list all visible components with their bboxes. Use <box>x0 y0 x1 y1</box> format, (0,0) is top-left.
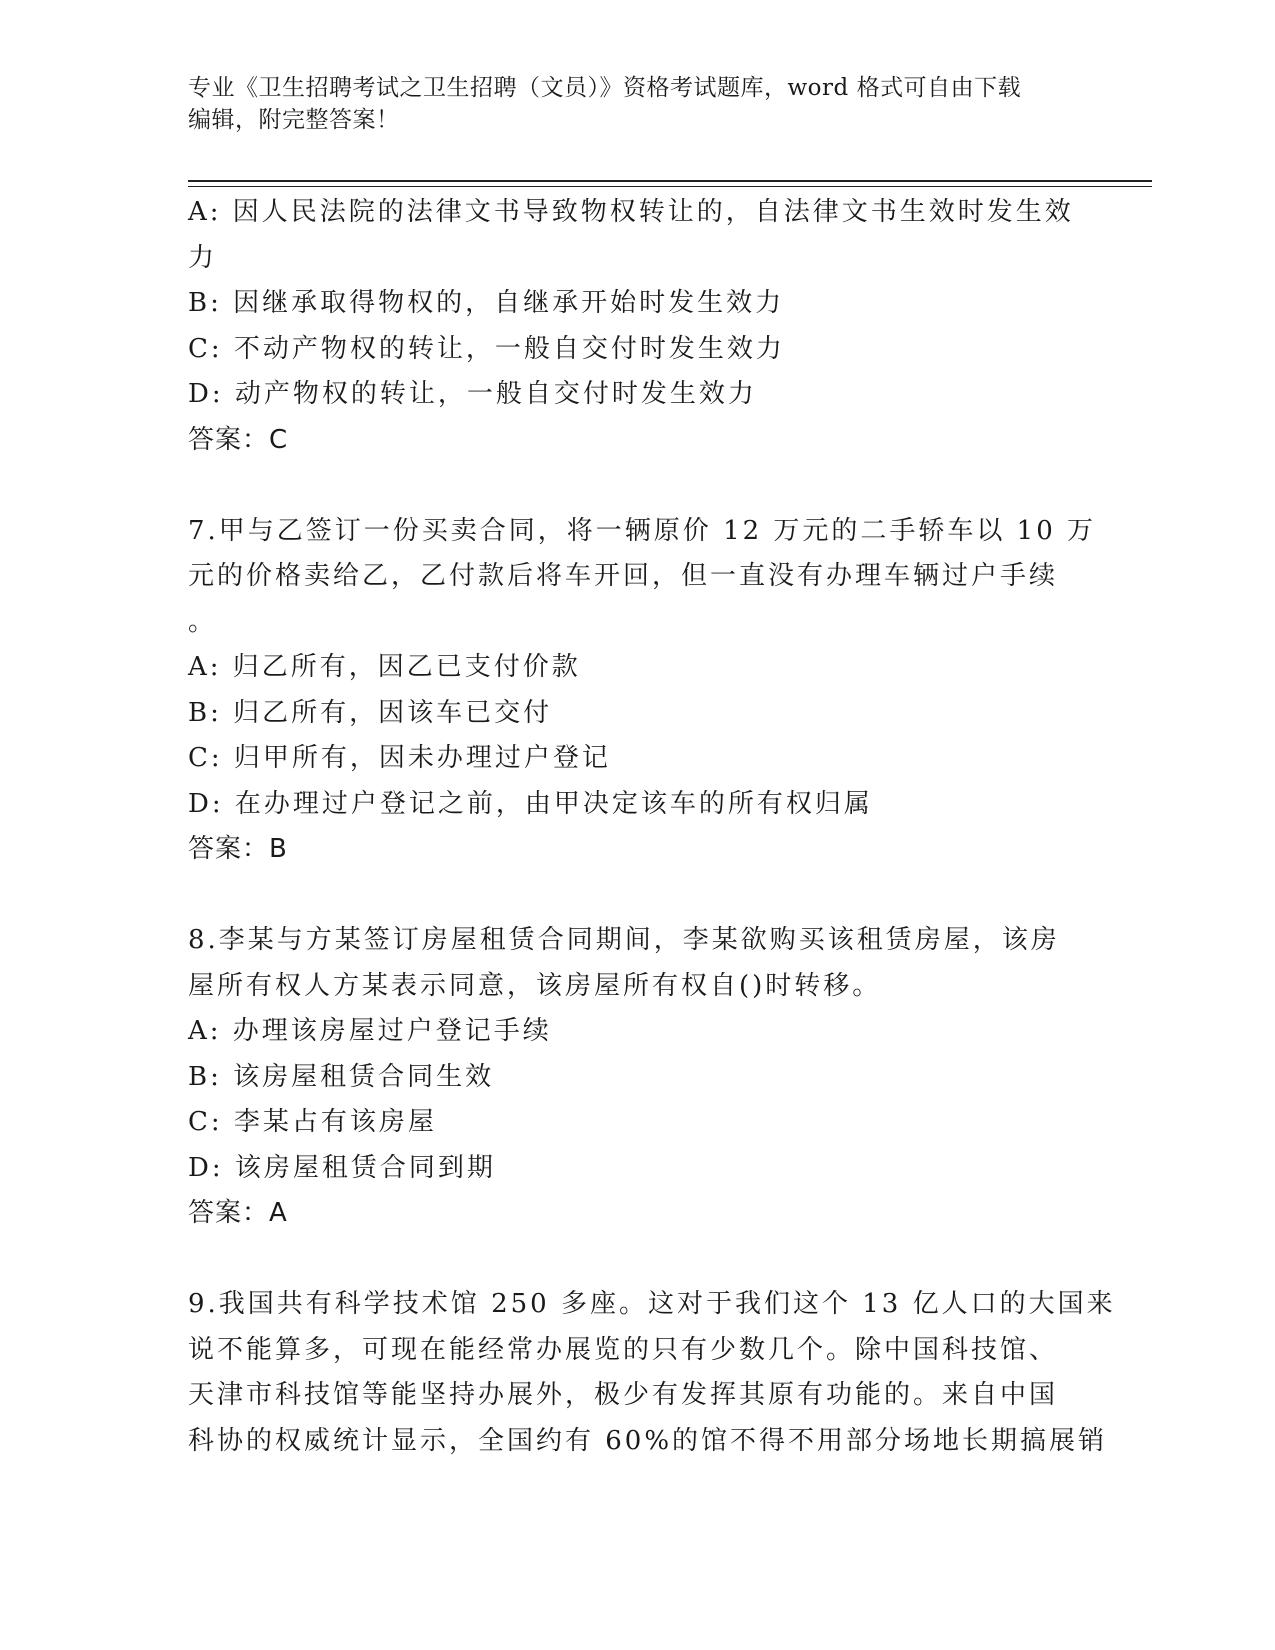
header-line-1: 专业《卫生招聘考试之卫生招聘（文员）》资格考试题库，word 格式可自由下载 <box>188 75 1022 101</box>
question-6 <box>188 190 1088 463</box>
option-a-line-2: 力 <box>188 242 218 273</box>
option-d: D: 动产物权的转让，一般自交付时发生效力 <box>188 379 757 409</box>
option-b: B: 该房屋租赁合同生效 <box>188 1061 495 1092</box>
option-b: B: 归乙所有，因该车已交付 <box>188 697 553 728</box>
question-content <box>188 190 1116 1464</box>
question-stem-line-1: 9.我国共有科学技术馆 250 多座。这对于我们这个 13 亿人口的大国来 <box>188 1289 1116 1319</box>
question-stem-line-1: 8.李某与方某签订房屋租赁合同期间，李某欲购买该租赁房屋，该房 <box>188 925 1060 955</box>
option-d: D: 该房屋租赁合同到期 <box>188 1152 496 1183</box>
document-header <box>188 72 1088 136</box>
header-divider-thick <box>188 180 1152 182</box>
answer: 答案：C <box>188 424 289 455</box>
question-stem-line-4: 科协的权威统计显示，全国约有 60%的馆不得不用部分场地长期搞展销 <box>188 1425 1108 1456</box>
question-7 <box>188 509 1097 873</box>
answer: 答案：A <box>188 1198 288 1228</box>
question-stem-line-3: 天津市科技馆等能坚持办展外，极少有发挥其原有功能的。来自中国 <box>188 1380 1059 1410</box>
question-9 <box>188 1282 1116 1464</box>
question-stem-line-3: 。 <box>188 606 218 637</box>
option-b: B: 因继承取得物权的，自继承开始时发生效力 <box>188 288 785 318</box>
header-divider-thin <box>188 186 1152 187</box>
question-stem-line-2: 屋所有权人方某表示同意，该房屋所有权自()时转移。 <box>188 970 882 1001</box>
answer: 答案：B <box>188 834 288 864</box>
option-c: C: 归甲所有，因未办理过户登记 <box>188 743 611 773</box>
option-c: C: 李某占有该房屋 <box>188 1107 437 1137</box>
option-d: D: 在办理过户登记之前，由甲决定该车的所有权归属 <box>188 788 873 819</box>
option-a: A: 办理该房屋过户登记手续 <box>188 1016 552 1046</box>
option-a: A: 归乙所有，因乙已支付价款 <box>188 652 581 682</box>
question-stem-line-1: 7.甲与乙签订一份买卖合同，将一辆原价 12 万元的二手轿车以 10 万 <box>188 515 1097 546</box>
question-stem-line-2: 元的价格卖给乙，乙付款后将车开回，但一直没有办理车辆过户手续 <box>188 561 1059 591</box>
option-a-line-1: A: 因人民法院的法律文书导致物权转让的，自法律文书生效时发生效 <box>188 197 1074 227</box>
header-line-2: 编辑，附完整答案！ <box>188 107 400 133</box>
question-8 <box>188 918 1088 1237</box>
option-c: C: 不动产物权的转让，一般自交付时发生效力 <box>188 333 785 364</box>
question-stem-line-2: 说不能算多，可现在能经常办展览的只有少数几个。除中国科技馆、 <box>188 1334 1059 1365</box>
